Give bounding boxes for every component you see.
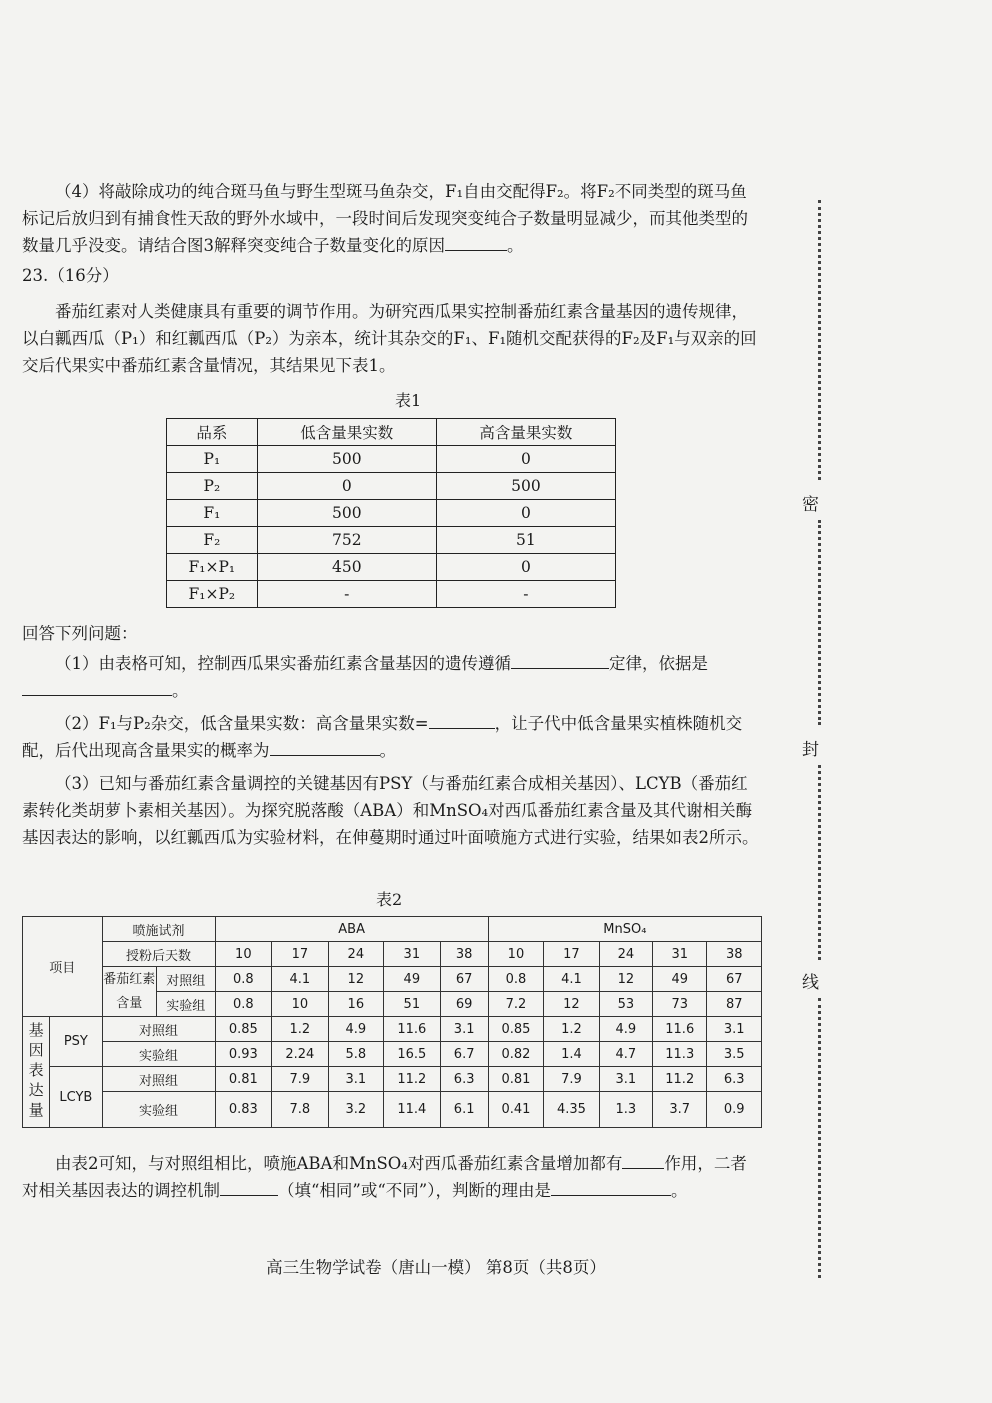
table-row [167, 527, 616, 554]
table-row [167, 473, 616, 500]
table-cell: 0.85 [488, 1017, 543, 1042]
table-cell: 752 [257, 527, 436, 554]
table1-header: 高含量果实数 [436, 419, 615, 446]
experiment-label: 实验组 [102, 1092, 215, 1128]
table-cell: 69 [440, 992, 488, 1017]
table-cell: 6.7 [440, 1042, 488, 1067]
table-cell: 4.1 [544, 967, 599, 992]
table-cell: - [436, 581, 615, 608]
table-cell: 1.2 [272, 1017, 329, 1042]
q23-intro: 番茄红素对人类健康具有重要的调节作用。为研究西瓜果实控制番茄红素含量基因的遗传规律，以白瓤西瓜（P₁）和红瓤西瓜（P₂）为亲本，统计其杂交的F₁、F₁随机交配获得的F₂及F₁与双亲的回交后代果实中番茄红素含量情况，其结果见下表1。 [22, 302, 757, 375]
table-row [23, 1092, 762, 1128]
table-cell: 1.3 [599, 1092, 652, 1128]
table-cell: 67 [440, 967, 488, 992]
question-3: （3）已知与番茄红素含量调控的关键基因有PSY（与番茄红素合成相关基因）、LCYB（番茄红素转化类胡萝卜素相关基因）。为探究脱落酸（ABA）和MnSO₄对西瓜番茄红素含量及其代谢相关酶基因表达的影响，以红瓤西瓜为实验材料，在伸蔓期时通过叶面喷施方式进行实验，结果如表2所示。 [22, 774, 759, 847]
table-cell: 7.9 [272, 1067, 329, 1092]
table-cell: 4.7 [599, 1042, 652, 1067]
conclusion-text: 作用，二者对相关基因表达的调控机制 [22, 1154, 747, 1200]
table-cell: F₁×P₁ [167, 554, 258, 581]
table-cell: 6.1 [440, 1092, 488, 1128]
table-cell: 10 [215, 942, 272, 967]
item-label: 项目 [23, 917, 103, 1017]
table-cell: 1.4 [544, 1042, 599, 1067]
table-cell: 12 [599, 967, 652, 992]
experiment-label: 实验组 [156, 992, 215, 1017]
table-cell: P₁ [167, 446, 258, 473]
table-cell: 0 [436, 446, 615, 473]
punct: 。 [379, 741, 396, 760]
table-cell: 3.1 [599, 1067, 652, 1092]
table-cell: 49 [653, 967, 707, 992]
lcyb-label: LCYB [50, 1067, 102, 1128]
table-cell: 11.2 [653, 1067, 707, 1092]
answer-blank[interactable] [22, 679, 172, 696]
lycopene-label: 番茄红素含量 [102, 967, 156, 1017]
table-cell: 500 [436, 473, 615, 500]
seal-line-dots [818, 520, 821, 725]
table-cell: 7.9 [544, 1067, 599, 1092]
table-cell: 0.81 [488, 1067, 543, 1092]
answer-prompt: 回答下列问题： [22, 624, 138, 643]
table-cell: P₂ [167, 473, 258, 500]
table-cell: 3.7 [653, 1092, 707, 1128]
table-cell: F₁×P₂ [167, 581, 258, 608]
table1-header: 品系 [167, 419, 258, 446]
table-cell: 11.6 [384, 1017, 441, 1042]
table-cell: 0.8 [488, 967, 543, 992]
table-cell: 6.3 [440, 1067, 488, 1092]
q22-part4 [22, 178, 762, 259]
table-row [167, 554, 616, 581]
table-cell: 3.5 [707, 1042, 762, 1067]
aba-header: ABA [215, 917, 488, 942]
seal-char: 封 [802, 740, 819, 760]
table-cell: 3.1 [440, 1017, 488, 1042]
table-cell: 3.1 [328, 1067, 383, 1092]
control-label: 对照组 [102, 1017, 215, 1042]
table1-header-row [167, 419, 616, 446]
table-cell: 3.1 [707, 1017, 762, 1042]
experiment-label: 实验组 [102, 1042, 215, 1067]
table-cell: 49 [384, 967, 441, 992]
q23-header: 23.（16分） [22, 266, 119, 285]
punct: 。 [507, 236, 524, 255]
table-cell: 17 [544, 942, 599, 967]
table-cell: 11.4 [384, 1092, 441, 1128]
table-cell: 0.85 [215, 1017, 272, 1042]
question-2 [22, 710, 762, 764]
footer-text: 高三生物学试卷（唐山一模） 第8页（共8页） [266, 1258, 606, 1277]
table-cell: 500 [257, 446, 436, 473]
psy-label: PSY [50, 1017, 102, 1067]
seal-char: 密 [802, 495, 819, 515]
table-cell: F₁ [167, 500, 258, 527]
table-cell: 16.5 [384, 1042, 441, 1067]
table-cell: 2.24 [272, 1042, 329, 1067]
mnso4-header: MnSO₄ [488, 917, 761, 942]
gene-expression-label: 基因表达量 [23, 1017, 50, 1128]
table-row [23, 917, 762, 942]
table-cell: 24 [599, 942, 652, 967]
table1-header: 低含量果实数 [257, 419, 436, 446]
table-cell: 31 [653, 942, 707, 967]
table-cell: 4.9 [599, 1017, 652, 1042]
conclusion-text: （填“相同”或“不同”），判断的理由是 [278, 1181, 551, 1200]
answer-blank[interactable] [270, 739, 380, 756]
table1 [166, 418, 616, 608]
table-cell: 11.2 [384, 1067, 441, 1092]
conclusion-text: 由表2可知，与对照组相比，喷施ABA和MnSO₄对西瓜番茄红素含量增加都有 [55, 1154, 623, 1173]
table-cell: 0.83 [215, 1092, 272, 1128]
table-cell: 11.6 [653, 1017, 707, 1042]
table-cell: - [257, 581, 436, 608]
answer-blank[interactable] [445, 234, 507, 251]
table-row [23, 1042, 762, 1067]
table-cell: 53 [599, 992, 652, 1017]
table-cell: 24 [328, 942, 383, 967]
table2 [22, 916, 762, 1128]
table-cell: 0.8 [215, 992, 272, 1017]
reagent-label: 喷施试剂 [102, 917, 215, 942]
table-cell: 4.35 [544, 1092, 599, 1128]
table-cell: 0 [257, 473, 436, 500]
seal-line-dots [818, 765, 821, 960]
table-cell: 0.9 [707, 1092, 762, 1128]
table-cell: 7.2 [488, 992, 543, 1017]
q22-part4-number: （4） [55, 182, 99, 201]
q22-part4-text: 将敲除成功的纯合斑马鱼与野生型斑马鱼杂交，F₁自由交配得F₂。将F₂不同类型的斑马鱼标记后放归到有捕食性天敌的野外水域中，一段时间后发现突变纯合子数量明显减少，而其他类型的数量几乎没变。请结合图3解释突变纯合子数量变化的原因 [22, 182, 748, 255]
punct: 。 [172, 681, 189, 700]
seal-char: 线 [802, 973, 819, 993]
seal-line-dots [818, 200, 821, 480]
table-cell: F₂ [167, 527, 258, 554]
days-label: 授粉后天数 [102, 942, 215, 967]
table-cell: 0 [436, 554, 615, 581]
table-cell: 10 [272, 992, 329, 1017]
table-cell: 17 [272, 942, 329, 967]
table-cell: 3.2 [328, 1092, 383, 1128]
table-row [23, 1067, 762, 1092]
table2-caption: 表2 [376, 890, 403, 909]
table-cell: 6.3 [707, 1067, 762, 1092]
table-row [167, 500, 616, 527]
answer-blank[interactable] [220, 1179, 278, 1196]
table-row [23, 967, 762, 992]
table-cell: 16 [328, 992, 383, 1017]
punct: 。 [671, 1181, 688, 1200]
answer-blank[interactable] [622, 1152, 664, 1169]
table-cell: 12 [328, 967, 383, 992]
table-cell: 67 [707, 967, 762, 992]
question-1-text: 定律，依据是 [609, 654, 708, 673]
table-cell: 12 [544, 992, 599, 1017]
table-row [167, 581, 616, 608]
table-cell: 5.8 [328, 1042, 383, 1067]
table-cell: 31 [384, 942, 441, 967]
table-row [23, 1017, 762, 1042]
conclusion [22, 1150, 762, 1204]
table-cell: 73 [653, 992, 707, 1017]
question-2-text: ，让子代中低含量果实植株随机交配，后代出现高含量果实的概率为 [22, 714, 743, 760]
table-cell: 11.3 [653, 1042, 707, 1067]
table-cell: 0 [436, 500, 615, 527]
table-cell: 4.9 [328, 1017, 383, 1042]
table-cell: 1.2 [544, 1017, 599, 1042]
table-cell: 10 [488, 942, 543, 967]
question-1-text: （1）由表格可知，控制西瓜果实番茄红素含量基因的遗传遵循 [55, 654, 511, 673]
table-cell: 38 [440, 942, 488, 967]
seal-line-dots [818, 998, 821, 1278]
answer-blank[interactable] [511, 652, 609, 669]
control-label: 对照组 [102, 1067, 215, 1092]
table-cell: 0.93 [215, 1042, 272, 1067]
table-row [167, 446, 616, 473]
table-cell: 7.8 [272, 1092, 329, 1128]
question-1 [22, 650, 762, 704]
control-label: 对照组 [156, 967, 215, 992]
answer-blank[interactable] [429, 712, 495, 729]
table-cell: 87 [707, 992, 762, 1017]
table-cell: 500 [257, 500, 436, 527]
table-cell: 0.82 [488, 1042, 543, 1067]
table-cell: 0.81 [215, 1067, 272, 1092]
question-2-text: （2）F₁与P₂杂交，低含量果实数：高含量果实数= [55, 714, 429, 733]
answer-blank[interactable] [551, 1179, 671, 1196]
table1-caption: 表1 [395, 391, 422, 410]
page-footer [0, 1254, 992, 1278]
table-cell: 4.1 [272, 967, 329, 992]
table-cell: 450 [257, 554, 436, 581]
table-cell: 51 [436, 527, 615, 554]
table-cell: 0.41 [488, 1092, 543, 1128]
table-cell: 51 [384, 992, 441, 1017]
table-row [23, 942, 762, 967]
table-cell: 38 [707, 942, 762, 967]
table-cell: 0.8 [215, 967, 272, 992]
